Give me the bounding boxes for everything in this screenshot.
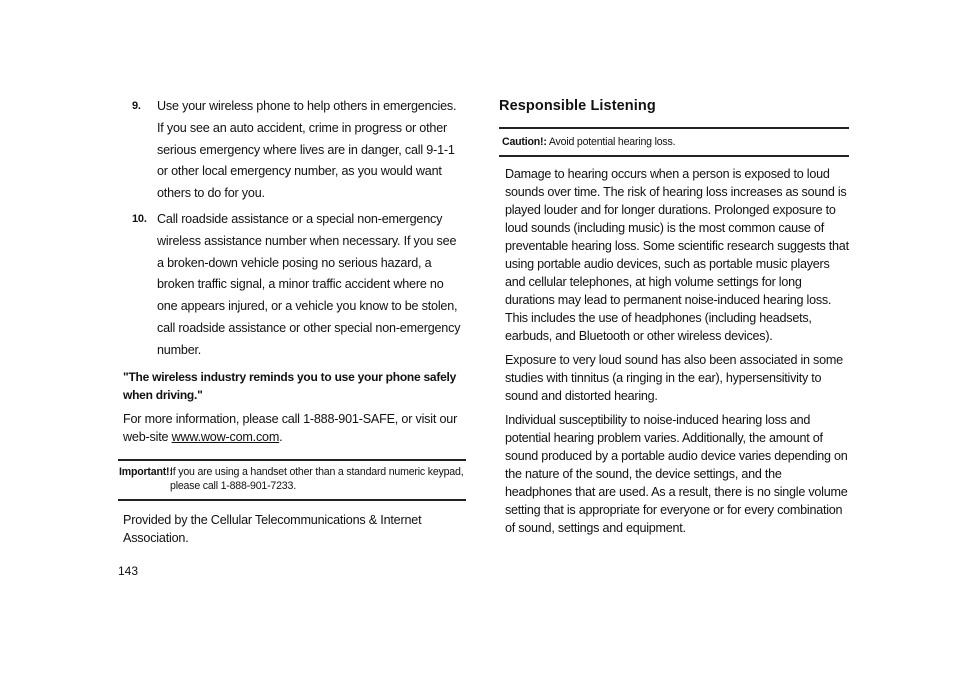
right-column	[499, 96, 849, 537]
list-number: 9.	[132, 100, 141, 112]
important-note	[118, 459, 466, 501]
paragraph-susceptibility: Individual susceptibility to noise-induced hearing loss and potential hearing problem varies. Additionally, the amount of sound produced by a portable audio device varies depending on the nature of the sound, the device settings, and the headphones that are used. As a result, there is no single volume setting that is appropriate for everyone or for every combination of sound, settings and equipment.	[505, 413, 848, 535]
website-link[interactable]: www.wow-com.com	[171, 429, 280, 444]
caution-text: Avoid potential hearing loss.	[548, 136, 676, 148]
paragraph-hearing-damage: Damage to hearing occurs when a person is exposed to loud sounds over time. The risk of hearing loss increases as sound is played louder and for longer durations. Prolonged exposure to loud sounds (including music) is the most common cause of preventable hearing loss. Some scientific research suggests that using portable audio devices, such as portable music players and cellular telephones, at high volume settings for long durations may lead to permanent noise-induced hearing loss. This includes the use of headphones (including headsets, earbuds, and Bluetooth or other wireless devices).	[505, 167, 849, 343]
list-item-text: Use your wireless phone to help others in emergencies. If you see an auto accident, crime in progress or other serious emergency where lives are in danger, call 9-1-1 or other local emergency number, as you would want others to do for you.	[157, 99, 457, 201]
list-number: 10.	[132, 212, 147, 225]
caution-note	[499, 127, 849, 157]
list-item-9	[118, 96, 466, 205]
page-number: 143	[118, 564, 139, 578]
more-info-end: .	[279, 429, 283, 444]
industry-quote: "The wireless industry reminds you to use your phone safely when driving."	[123, 369, 457, 402]
more-info-paragraph	[118, 410, 466, 446]
caution-label: Caution!:	[502, 136, 547, 148]
left-column	[118, 96, 466, 547]
list-item-text: Call roadside assistance or a special non-emergency wireless assistance number when necessary. If you see a broken-down vehicle posing no serious hazard, a broken traffic signal, a minor traffic accident where no one appears injured, or a vehicle you know to be stolen, call roadside assistance or other special non-emergency number.	[157, 211, 461, 357]
more-info-text: For more information, please call 1-888-901-SAFE, or visit our web-site	[123, 411, 458, 444]
important-label: Important!:	[119, 465, 173, 478]
important-text: If you are using a handset other than a standard numeric keypad, please call 1-888-901-7233.	[170, 465, 464, 492]
provided-by: Provided by the Cellular Telecommunications & Internet Association.	[123, 512, 422, 545]
list-item-10	[118, 209, 466, 362]
paragraph-tinnitus: Exposure to very loud sound has also been associated in some studies with tinnitus (a ringing in the ear), hypersensitivity to sound and distorted hearing.	[505, 353, 843, 403]
section-heading: Responsible Listening	[499, 98, 656, 114]
